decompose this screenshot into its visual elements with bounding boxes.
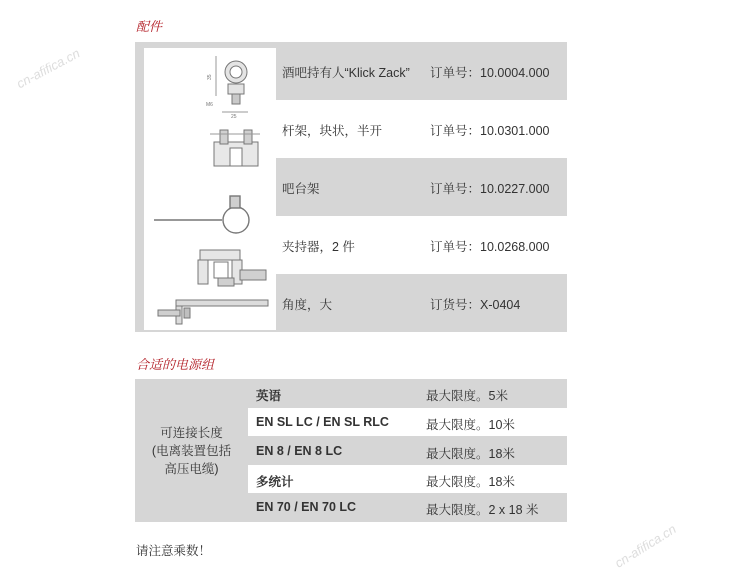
order-number: 订货号：X-0404: [430, 298, 521, 312]
m6-label: M6: [206, 102, 213, 108]
block-holder-drawing: [210, 130, 260, 166]
accessories-image-column: [144, 48, 276, 330]
dim-25-label: 25: [231, 114, 237, 120]
accessory-name: 杆架，块状，半开: [282, 124, 383, 138]
accessory-row: [276, 42, 567, 100]
note-text: 请注意乘数！: [136, 544, 212, 558]
power-model: 多统计: [256, 475, 294, 489]
power-model: EN SL LC / EN SL RLC: [256, 415, 389, 429]
accessory-row: [276, 158, 567, 216]
bar-rack-drawing: [154, 196, 249, 233]
angle-drawing: [158, 300, 268, 324]
accessory-name: 角度，大: [282, 298, 333, 312]
accessory-name: 酒吧持有人“Klick Zack”: [282, 66, 410, 80]
label-line: 高压电缆): [164, 461, 219, 476]
power-row: [248, 437, 567, 465]
accessory-row: [276, 216, 567, 274]
accessory-row: [276, 274, 567, 332]
order-number: 订单号：10.0004.000: [430, 66, 550, 80]
accessories-table: [135, 42, 567, 332]
order-number: 订单号：10.0227.000: [430, 182, 550, 196]
max-length: 最大限度。18米: [426, 447, 515, 461]
order-number: 订单号：10.0301.000: [430, 124, 550, 138]
watermark-bottom-right: cn-afifica.cn: [612, 521, 679, 571]
accessory-name: 吧台架: [282, 182, 320, 196]
power-table: [135, 379, 567, 522]
accessory-row: [276, 100, 567, 158]
order-number: 订单号：10.0268.000: [430, 240, 550, 254]
power-model: 英语: [256, 389, 282, 403]
max-length: 最大限度。18米: [426, 475, 515, 489]
power-row: [248, 408, 567, 436]
max-length: 最大限度。2 x 18 米: [426, 503, 539, 517]
power-model: EN 8 / EN 8 LC: [256, 444, 343, 458]
dim-35-label: 35: [207, 74, 213, 80]
label-line: 可连接长度: [160, 425, 223, 440]
power-title: 合适的电源组: [136, 357, 215, 372]
accessories-title: 配件: [136, 19, 163, 34]
accessory-name: 夹持器，2 件: [282, 240, 355, 254]
power-row: [248, 493, 567, 521]
power-row: [248, 379, 567, 407]
max-length: 最大限度。10米: [426, 418, 515, 432]
klick-zack-drawing: [216, 56, 248, 112]
gripper-drawing: [198, 250, 266, 286]
connectable-length-label: [135, 379, 248, 522]
label-line: (电离装置包括: [151, 443, 232, 458]
accessories-drawings: [144, 48, 276, 330]
power-row: [248, 465, 567, 493]
max-length: 最大限度。5米: [426, 389, 508, 403]
power-model: EN 70 / EN 70 LC: [256, 500, 357, 514]
watermark-top-left: cn-afifica.cn: [14, 45, 83, 92]
